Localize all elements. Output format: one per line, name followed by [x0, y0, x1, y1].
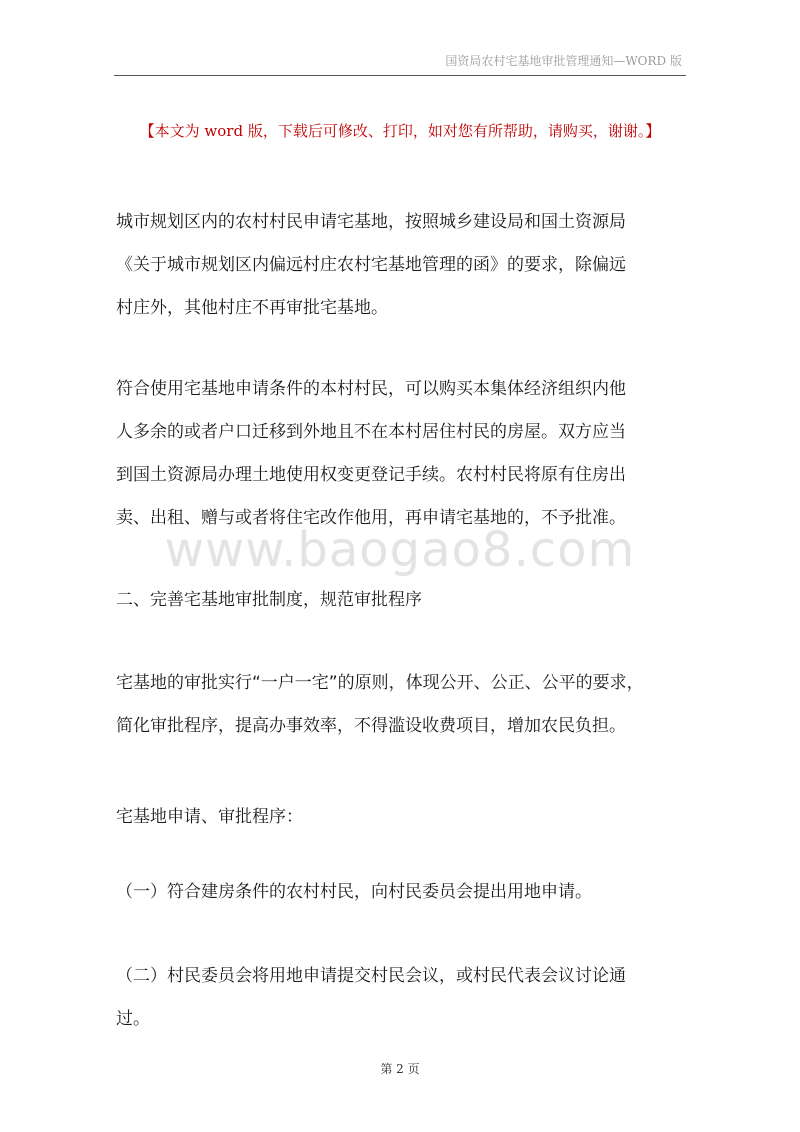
paragraph-line: 符合使用宅基地申请条件的本村村民，可以购买本集体经济组织内他: [116, 379, 626, 399]
heading-line: 二、完善宅基地审批制度，规范审批程序: [116, 590, 422, 610]
section-heading: [116, 579, 690, 622]
paragraph-5: [116, 871, 690, 914]
paragraph-line: （一）符合建房条件的农村村民，向村民委员会提出用地申请。: [116, 882, 592, 902]
paragraph-line: （二）村民委员会将用地申请提交村民会议，或村民代表会议讨论通: [116, 966, 626, 986]
paragraph-line: 到国土资源局办理土地使用权变更登记手续。农村村民将原有住房出: [116, 465, 626, 485]
paragraph-line: 卖、出租、赠与或者将住宅改作他用，再申请宅基地的，不予批准。: [116, 508, 626, 528]
header-title: 国资局农村宅基地审批管理通知—WORD 版: [445, 54, 682, 68]
paragraph-line: 人多余的或者户口迁移到外地且不在本村居住村民的房屋。双方应当: [116, 422, 626, 442]
paragraph-4: [116, 796, 690, 839]
page-number: 第 2 页: [380, 1062, 420, 1076]
paragraph-line: 宅基地申请、审批程序：: [116, 807, 303, 827]
paragraph-line: 过。: [116, 1009, 150, 1029]
paragraph-line: 村庄外，其他村庄不再审批宅基地。: [116, 298, 388, 318]
paragraph-line: 宅基地的审批实行“一户一宅”的原则，体现公开、公正、公平的要求，: [116, 673, 644, 693]
watermark-text: www.baogao8.com: [164, 522, 636, 578]
header-divider: [114, 75, 686, 76]
paragraph-1: [116, 201, 690, 330]
paragraph-line: 《关于城市规划区内偏远村庄农村宅基地管理的函》的要求，除偏远: [116, 255, 626, 275]
paragraph-6: [116, 955, 690, 1041]
paragraph-2: [116, 368, 690, 540]
paragraph-line: 简化审批程序，提高办事效率，不得滥设收费项目，增加农民负担。: [116, 716, 626, 736]
paragraph-line: 城市规划区内的农村村民申请宅基地，按照城乡建设局和国土资源局: [116, 212, 626, 232]
purchase-notice: 【本文为 word 版，下载后可修改、打印，如对您有所帮助，请购买，谢谢。】: [139, 122, 661, 140]
paragraph-3: [116, 662, 690, 748]
